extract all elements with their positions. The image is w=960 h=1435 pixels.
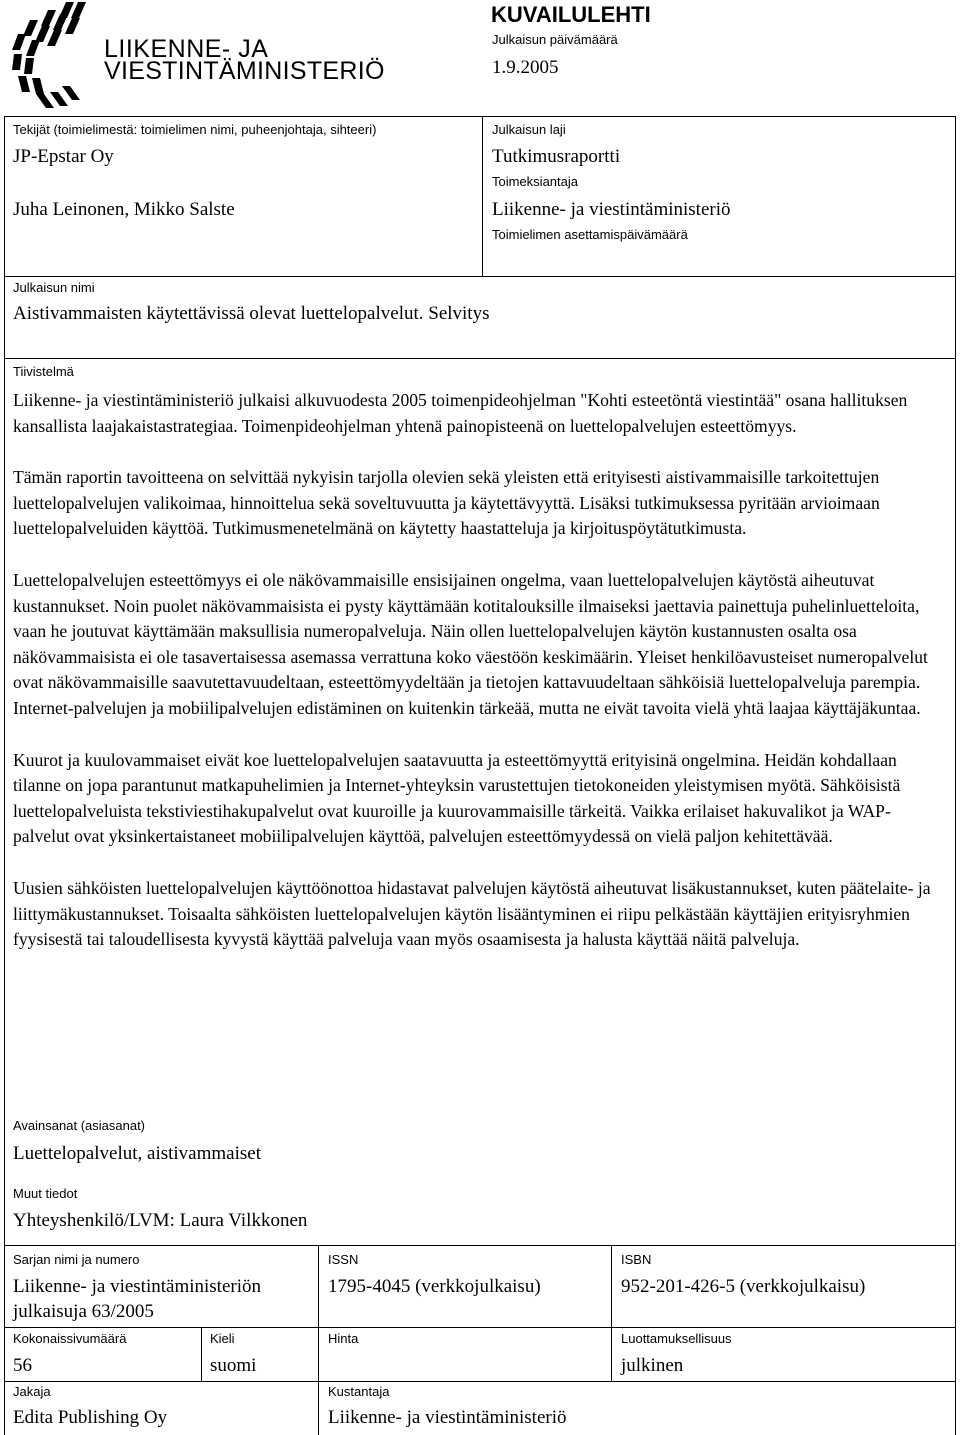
publication-date-value: 1.9.2005 xyxy=(492,57,559,78)
authors-organization: JP-Epstar Oy xyxy=(13,146,114,167)
bottom-row2-line xyxy=(4,1327,956,1328)
abstract-label: Tiivistelmä xyxy=(13,364,74,379)
abstract-body xyxy=(13,388,938,953)
bottom-table-divider-3 xyxy=(201,1327,202,1381)
series-value-line1: Liikenne- ja viestintäministeriön xyxy=(13,1276,261,1297)
distributor-label: Jakaja xyxy=(13,1384,51,1399)
confidentiality-label: Luottamuksellisuus xyxy=(621,1331,732,1346)
bottom-table-divider-1 xyxy=(318,1245,319,1435)
logo-mark-icon xyxy=(8,0,98,112)
abstract-paragraph: Kuurot ja kuulovammaiset eivät koe luettelopalvelujen saatavuutta ja esteettömyyttä erityisinä ongelmina. Heidän kohdallaan tilanne on jopa parantunut matkapuhelimien ja Internet-yhteyksin varustettujen tietokoneiden yleistymisen myötä. Sähköisistä luettelopalveluista tekstiviestihakupalvelut ovat kuuroille ja kuurovammaisille tärkeitä. Vaikka erilaiset hakuvalikot ja WAP-palvelut ovat yksinkertaistaneet mobiilipalvelujen käyttöä, palvelujen esteettömyydessä on vielä paljon kehitettävää. xyxy=(13,749,901,847)
abstract-paragraph: Luettelopalvelujen esteettömyys ei ole näkövammaisille ensisijainen ongelma, vaan luettelopalvelujen käytöstä aiheutuvat kustannukset. Noin puolet näkövammaisista ei pysty käyttämään kotitalouksille ilmaiseksi jaettavia painettuja puhelinluetteloita, vaan he joutuvat käyttämään maksullisia numeropalveluja. Näin ollen luettelopalvelujen käytön kustannusten osalta osa näkövammaisista ei ole tasavertaisessa asemassa verrattuna koko väestöön keskimäärin. Yleiset henkilöavusteiset numeropalvelut ovat näkövammaisille saavutettavuudeltaan, esteettömyydeltään ja tietojen kattavuudeltaan sähköisiä luettelopalveluja parempia. Internet-palvelujen ja mobiilipalvelujen edistäminen on kuitenkin tärkeää, mutta ne eivät tavoita vielä yhtä laajaa käyttäjäkuntaa. xyxy=(13,569,928,718)
bottom-row3-line xyxy=(4,1381,956,1382)
keywords-value: Luettelopalvelut, aistivammaiset xyxy=(13,1143,261,1164)
commissioner-label: Toimeksiantaja xyxy=(492,174,578,189)
publication-title-label: Julkaisun nimi xyxy=(13,280,95,295)
commissioner-value: Liikenne- ja viestintäministeriö xyxy=(492,199,731,220)
series-value-line2: julkaisuja 63/2005 xyxy=(13,1301,154,1322)
publication-type-label: Julkaisun laji xyxy=(492,122,566,137)
title-section-line xyxy=(4,276,956,277)
other-info-label: Muut tiedot xyxy=(13,1186,78,1201)
frame-top-line xyxy=(4,116,956,117)
abstract-paragraph: Tämän raportin tavoitteena on selvittää nykyisin tarjolla olevien sekä yleisten että erityisesti aistivammaisille tarkoitettujen luettelopalvelujen valikoimaa, hinnoittelua sekä soveltuvuutta ja käytettävyyttä. Lisäksi tutkimuksessa pyritään arvioimaan luettelopalveluiden käyttöä. Tutkimusmenetelmänä on käytetty haastatteluja ja kirjoituspöytätutkimusta. xyxy=(13,467,880,539)
language-value: suomi xyxy=(210,1355,257,1376)
publication-date-label: Julkaisun päivämäärä xyxy=(492,32,618,47)
confidentiality-value: julkinen xyxy=(621,1355,684,1376)
publication-title: Aistivammaisten käytettävissä olevat luettelopalvelut. Selvitys xyxy=(13,303,490,324)
page-count-value: 56 xyxy=(13,1355,32,1376)
issn-label: ISSN xyxy=(328,1252,359,1267)
authors-column-divider xyxy=(482,116,483,276)
frame-left-line xyxy=(4,116,5,1435)
language-label: Kieli xyxy=(210,1331,235,1346)
authors-names: Juha Leinonen, Mikko Salste xyxy=(13,199,235,220)
abstract-paragraph: Uusien sähköisten luettelopalvelujen käyttöönottoa hidastavat palvelujen käytöstä aiheutuvat lisäkustannukset, kuten päätelaite- ja liittymäkustannukset. Toisaalta sähköisten luettelopalvelujen käytön lisääntyminen ei riipu pelkästään käyttäjien erityisryhmien fyysisestä tai taloudellisesta kyvystä käyttää palveluja vaan myös osaamisesta ja halusta käyttää näitä palveluja. xyxy=(13,877,931,950)
other-info-value: Yhteyshenkilö/LVM: Laura Vilkkonen xyxy=(13,1210,308,1231)
logo-text-line1: LIIKENNE- JA xyxy=(104,35,269,63)
isbn-label: ISBN xyxy=(621,1252,652,1267)
distributor-value: Edita Publishing Oy xyxy=(13,1407,168,1428)
series-label: Sarjan nimi ja numero xyxy=(13,1252,140,1267)
establishment-date-label: Toimielimen asettamispäivämäärä xyxy=(492,227,688,242)
price-label: Hinta xyxy=(328,1331,359,1346)
ministry-logo xyxy=(8,0,468,112)
authors-label: Tekijät (toimielimestä: toimielimen nimi, puheenjohtaja, sihteeri) xyxy=(13,122,377,137)
frame-right-line xyxy=(955,116,956,1435)
keywords-label: Avainsanat (asiasanat) xyxy=(13,1118,146,1133)
logo-text-line2: VIESTINTÄMINISTERIÖ xyxy=(104,57,385,85)
page-count-label: Kokonaissivumäärä xyxy=(13,1331,127,1346)
abstract-paragraph: Liikenne- ja viestintäministeriö julkaisi alkuvuodesta 2005 toimenpideohjelman "Kohti esteetöntä viestintää" osana hallituksen kansallista laajakaistastrategiaa. Toimenpideohjelman yhtenä painopisteenä on luettelopalvelujen esteettömyys. xyxy=(13,390,908,436)
abstract-section-line xyxy=(4,358,956,359)
bottom-table-line xyxy=(4,1245,956,1246)
isbn-value: 952-201-426-5 (verkkojulkaisu) xyxy=(621,1276,866,1297)
publisher-label: Kustantaja xyxy=(328,1384,390,1399)
publication-type-value: Tutkimusraportti xyxy=(492,146,621,167)
publisher-value: Liikenne- ja viestintäministeriö xyxy=(328,1407,567,1428)
bottom-table-divider-2 xyxy=(611,1245,612,1381)
document-type-heading: KUVAILULEHTI xyxy=(491,2,651,27)
issn-value: 1795-4045 (verkkojulkaisu) xyxy=(328,1276,541,1297)
